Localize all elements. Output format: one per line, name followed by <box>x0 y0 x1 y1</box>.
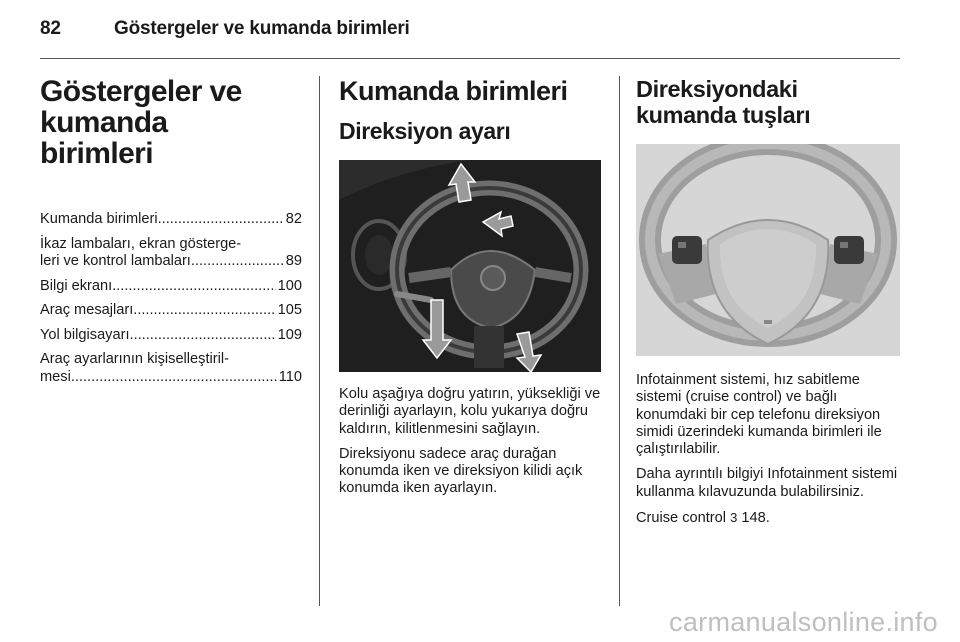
toc-item[interactable] <box>40 211 302 229</box>
running-title: Göstergeler ve kumanda birimleri <box>114 18 410 39</box>
toc-item-page: 110 <box>278 368 302 385</box>
steering-wheel-adjust-icon <box>339 160 601 372</box>
paragraph: Direksiyonu sadece araç durağan konumda iken ve direksiyon kilidi açık konumda iken ayarlayın. <box>339 445 583 497</box>
steering-wheel-icon <box>636 144 900 356</box>
chapter-title: Göstergeler ve kumanda birimleri <box>40 75 242 170</box>
paragraph: Kolu aşağıya doğru yatırın, yüksekliği ve derinliği ayarlayın, kolu yukarıya doğru kaldırın, kilitlenmesini sağlayın. <box>339 386 601 437</box>
section-title: Kumanda birimleri <box>339 76 568 106</box>
toc-item-label: Kumanda birimleri <box>40 211 158 227</box>
column-wheel-controls <box>636 76 900 535</box>
steering-adjust-text <box>339 386 601 498</box>
toc-leader <box>191 253 284 271</box>
toc-item-label: Bilgi ekranı <box>40 277 113 294</box>
toc-item[interactable] <box>40 278 302 296</box>
toc-item-page: 89 <box>285 253 302 269</box>
page-number: 82 <box>40 18 61 39</box>
steering-wheel-controls-illustration <box>636 144 900 356</box>
column-divider-1 <box>319 76 320 606</box>
table-of-contents <box>40 211 302 386</box>
header-rule <box>40 58 900 59</box>
toc-leader <box>158 211 284 229</box>
paragraph: Infotainment sistemi, hız sabitleme sistemi (cruise control) ve bağlı konumdaki bir cep telefonu direksiyon simidi üzerindeki kumanda birimleri ile çalıştırılabilir. <box>636 372 882 458</box>
crossref-label: Cruise control <box>636 510 727 527</box>
toc-item-label: mesi <box>40 368 71 385</box>
toc-leader <box>71 369 277 387</box>
toc-leader <box>112 278 275 296</box>
toc-item[interactable] <box>40 351 302 386</box>
toc-item[interactable] <box>40 327 302 345</box>
page-header <box>40 18 410 40</box>
toc-item-page: 100 <box>277 277 302 294</box>
toc-item-page: 105 <box>277 302 302 318</box>
toc-item-page: 82 <box>285 211 302 227</box>
toc-item-label: Yol bilgisayarı <box>40 326 130 343</box>
steering-adjustment-illustration <box>339 160 601 372</box>
column-controls <box>339 76 601 506</box>
toc-item-label: Araç mesajları <box>40 302 134 318</box>
toc-item-label-line: Araç ayarlarının kişiselleştiril- <box>40 351 229 367</box>
watermark: carmanualsonline.info <box>669 607 938 637</box>
paragraph: Daha ayrıntılı bilgiyi Infotainment sistemi kullanma kılavuzunda bulabilirsiniz. <box>636 466 898 500</box>
column-divider-2 <box>619 76 620 606</box>
toc-item-label: leri ve kontrol lambaları <box>40 253 191 269</box>
wheel-controls-text <box>636 372 900 527</box>
toc-item-page: 109 <box>277 326 302 343</box>
toc-leader <box>130 327 276 345</box>
toc-item[interactable] <box>40 302 302 320</box>
crossref-page: 148. <box>741 510 770 527</box>
toc-item[interactable] <box>40 236 302 271</box>
column-toc <box>40 76 302 393</box>
cross-reference[interactable] <box>636 509 900 527</box>
toc-item-label-line: İkaz lambaları, ekran gösterge- <box>40 235 242 252</box>
section-title: Direksiyondaki kumanda tuşları <box>636 76 811 128</box>
subsection-title: Direksiyon ayarı <box>339 118 511 144</box>
reference-arrow-icon: 3 <box>730 510 738 526</box>
toc-leader <box>133 302 275 320</box>
